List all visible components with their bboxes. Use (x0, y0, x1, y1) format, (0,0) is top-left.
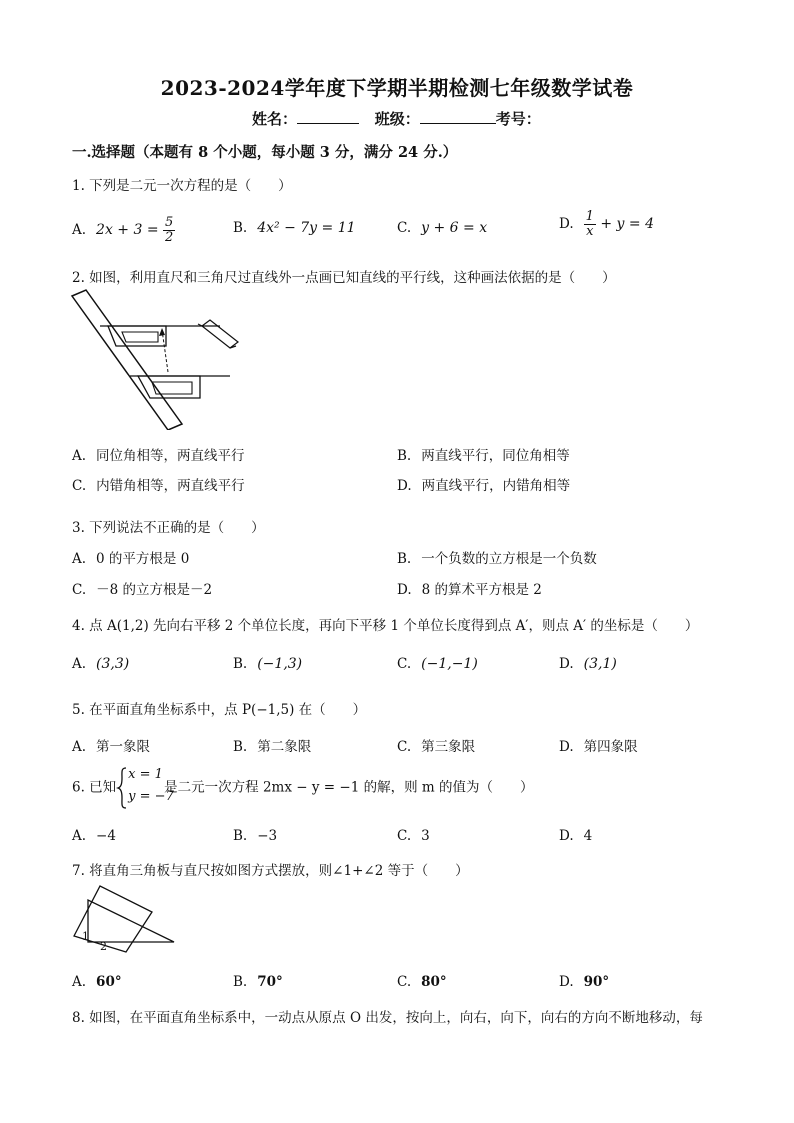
question-1-option-b[interactable]: B. 4x² − 7y = 11 (233, 220, 356, 236)
question-2-stem: 2. 如图，利用直尺和三角尺过直线外一点画已知直线的平行线，这种画法依据的是（ ） (72, 270, 616, 286)
question-6-stem: 6. 已知 x = 1 y = −7 是二元一次方程 2mx − y = −1 的解，则 m 的值为（ ） (72, 766, 533, 810)
angle-2-label: 2 (100, 940, 107, 953)
question-5-option-b[interactable]: B. 第二象限 (233, 739, 312, 755)
question-8-stem: 8. 如图，在平面直角坐标系中，一动点从原点 O 出发，按向上，向右，向下，向右的方向不断地移动，每 (72, 1010, 703, 1026)
student-info-row (252, 108, 541, 129)
question-7-option-d[interactable]: D. 90° (559, 974, 610, 990)
angle-1-label: 1 (82, 930, 89, 943)
set-square-ruler-figure (70, 880, 176, 954)
question-3-stem: 3. 下列说法不正确的是（ ） (72, 520, 265, 536)
question-4-option-a[interactable]: A. (3,3) (72, 656, 130, 672)
section-heading: 一.选择题（本题有 8 个小题，每小题 3 分，满分 24 分.） (72, 144, 458, 161)
question-3-option-b[interactable]: B. 一个负数的立方根是一个负数 (397, 551, 597, 567)
question-4-stem: 4. 点 A(1,2) 先向右平移 2 个单位长度，再向下平移 1 个单位长度得到点 A′，则点 A′ 的坐标是（ ） (72, 618, 699, 634)
question-2-option-a[interactable]: A. 同位角相等，两直线平行 (72, 448, 245, 464)
class-blank[interactable] (420, 109, 496, 124)
question-7-option-a[interactable]: A. 60° (72, 974, 122, 990)
question-2-option-c[interactable]: C. 内错角相等，两直线平行 (72, 478, 245, 494)
fraction: $\frac{5}{2}$ (165, 215, 174, 245)
question-6-option-d[interactable]: D. 4 (559, 828, 593, 844)
question-2-option-d[interactable]: D. 两直线平行，内错角相等 (397, 478, 571, 494)
question-5-option-d[interactable]: D. 第四象限 (559, 739, 638, 755)
question-5-option-c[interactable]: C. 第三象限 (397, 739, 476, 755)
question-1-option-c[interactable]: C. y + 6 = x (397, 220, 488, 236)
question-3-option-d[interactable]: D. 8 的算术平方根是 2 (397, 582, 542, 598)
class-label: 班级： (374, 110, 420, 128)
question-1-option-d[interactable]: D. $\frac{1}{x}$ + y = 4 (559, 209, 654, 239)
question-7-option-b[interactable]: B. 70° (233, 974, 283, 990)
question-1-stem: 1. 下列是二元一次方程的是（ ） (72, 178, 292, 194)
name-blank[interactable] (297, 109, 359, 124)
exam-no-label: 考号： (495, 110, 541, 128)
question-4-option-c[interactable]: C. (−1,−1) (397, 656, 478, 672)
question-7-option-c[interactable]: C. 80° (397, 974, 447, 990)
name-label: 姓名： (252, 110, 298, 128)
question-6-option-b[interactable]: B. −3 (233, 828, 278, 844)
question-3-option-a[interactable]: A. 0 的平方根是 0 (72, 551, 190, 567)
question-5-stem: 5. 在平面直角坐标系中，点 P(−1,5) 在（ ） (72, 702, 367, 718)
question-7-stem: 7. 将直角三角板与直尺按如图方式摆放，则∠1+∠2 等于（ ） (72, 863, 469, 879)
question-5-option-a[interactable]: A. 第一象限 (72, 739, 151, 755)
question-2-option-b[interactable]: B. 两直线平行，同位角相等 (397, 448, 570, 464)
question-1-option-a[interactable]: A. 2x + 3 = $\frac{5}{2}$ (72, 215, 174, 245)
fraction: $\frac{1}{x}$ (585, 209, 594, 239)
question-6-option-a[interactable]: A. −4 (72, 828, 116, 844)
question-4-option-b[interactable]: B. (−1,3) (233, 656, 303, 672)
question-6-option-c[interactable]: C. 3 (397, 828, 430, 844)
question-3-option-c[interactable]: C. －8 的立方根是－2 (72, 582, 213, 598)
equation-system: x = 1 y = −7 (116, 766, 164, 810)
ruler-triangle-figure (70, 288, 240, 430)
question-4-option-d[interactable]: D. (3,1) (559, 656, 617, 672)
page-title: 2023-2024学年度下学期半期检测七年级数学试卷 (160, 76, 634, 100)
